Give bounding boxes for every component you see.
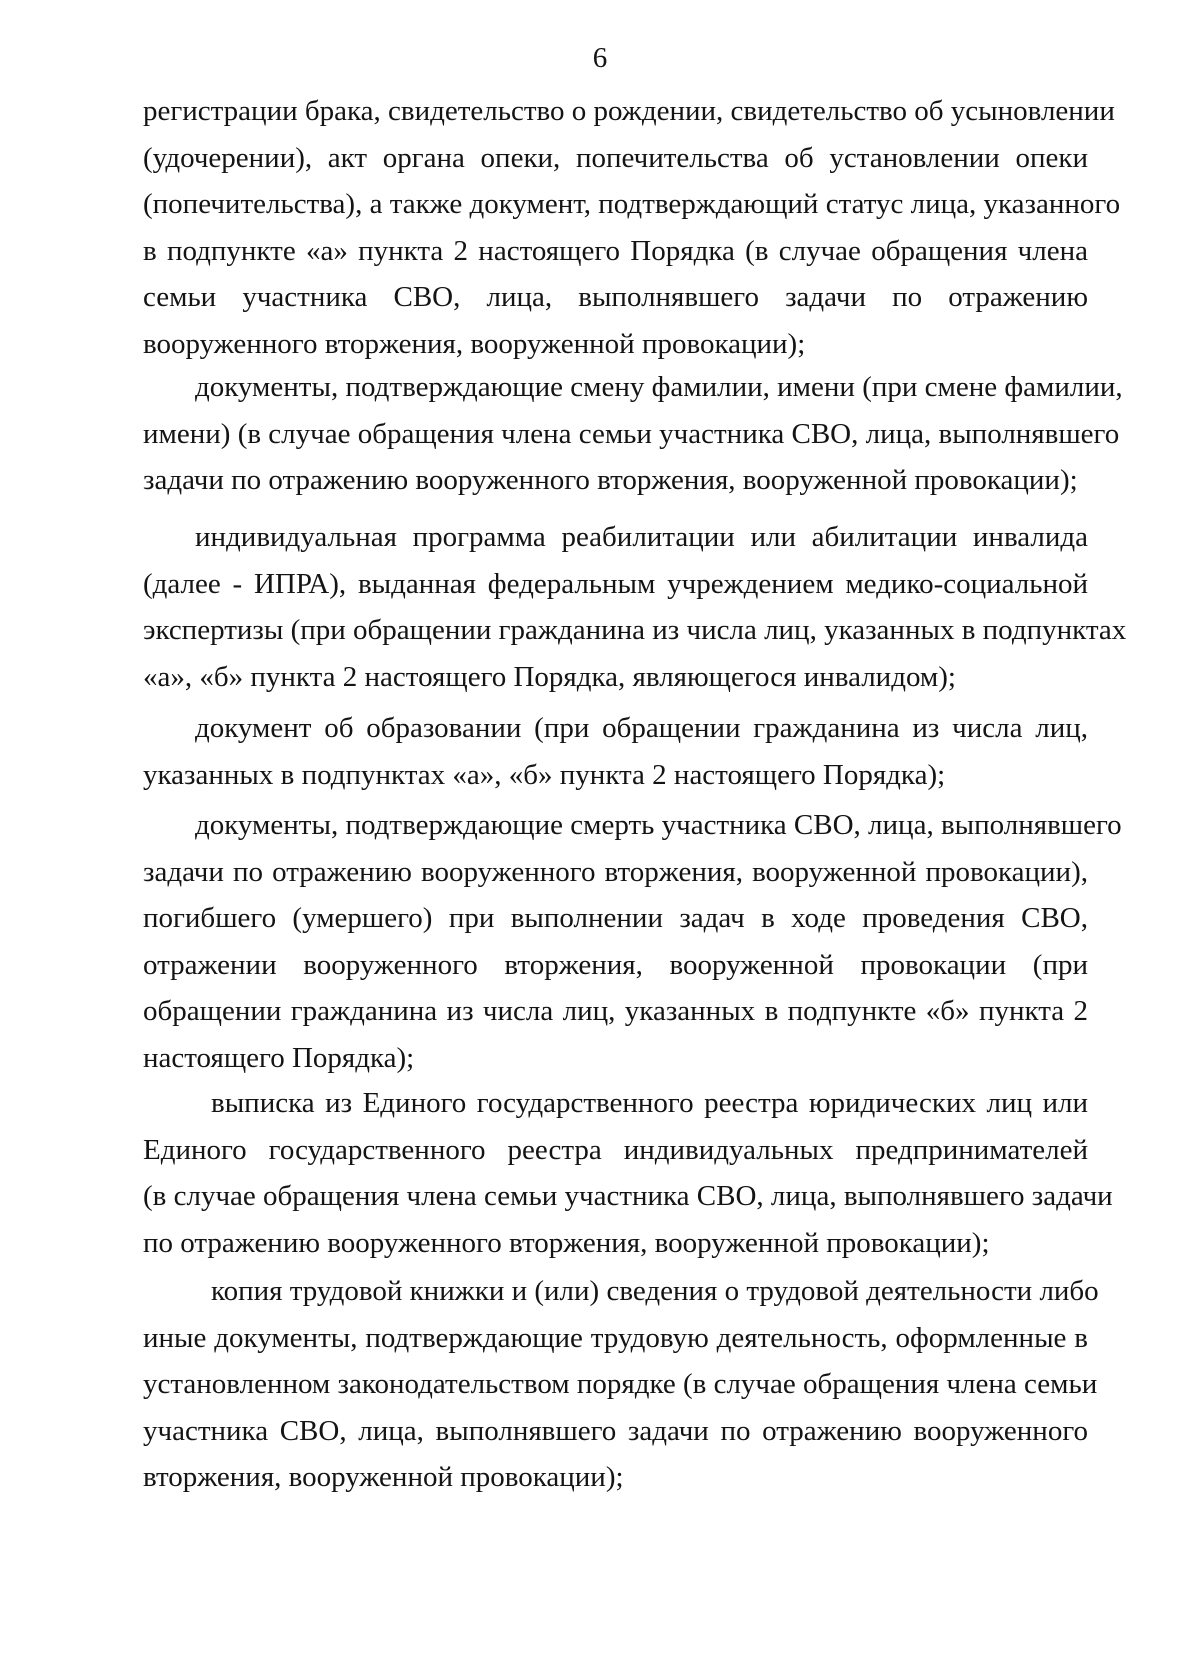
text-line: участника СВО, лица, выполнявшего задачи по отражению вооруженного [143, 1414, 1088, 1447]
text-line: имени) (в случае обращения члена семьи участника СВО, лица, выполнявшего [143, 417, 1120, 450]
paragraph-employment-record [143, 1268, 1099, 1501]
paragraph-registry-extract [143, 1080, 1113, 1266]
text-line: документ об образовании (при обращении гражданина из числа лиц, [195, 712, 1088, 744]
text-line: задачи по отражению вооруженного вторжения, вооруженной провокации); [143, 464, 1078, 496]
paragraph-name-change-documents [143, 364, 1123, 504]
text-line: «а», «б» пункта 2 настоящего Порядка, являющегося инвалидом); [143, 660, 956, 693]
text-line: вооруженного вторжения, вооруженной провокации); [143, 327, 806, 360]
text-line: копия трудовой книжки и (или) сведения о трудовой деятельности либо [211, 1275, 1099, 1307]
text-line: (попечительства), а также документ, подтверждающий статус лица, указанного [143, 188, 1121, 220]
text-line: задачи по отражению вооруженного вторжения, вооруженной провокации), [143, 855, 1088, 888]
text-line: экспертизы (при обращении гражданина из числа лиц, указанных в подпунктах [143, 614, 1127, 646]
paragraph-death-documents [143, 802, 1122, 1081]
paragraph-continuation [143, 88, 1121, 367]
text-line: документы, подтверждающие смену фамилии, имени (при смене фамилии, [195, 371, 1123, 403]
text-line: (далее - ИПРА), выданная федеральным учреждением медико-социальной [143, 567, 1088, 600]
text-line: Единого государственного реестра индивидуальных предпринимателей [143, 1133, 1088, 1166]
text-line: вторжения, вооруженной провокации); [143, 1461, 624, 1493]
paragraph-education-document [143, 705, 1088, 798]
text-line: по отражению вооруженного вторжения, вооруженной провокации); [143, 1226, 990, 1259]
text-line: указанных в подпунктах «а», «б» пункта 2 настоящего Порядка); [143, 758, 946, 791]
text-line: семьи участника СВО, лица, выполнявшего задачи по отражению [143, 281, 1088, 313]
text-line: погибшего (умершего) при выполнении задач в ходе проведения СВО, [143, 902, 1088, 934]
text-line: выписка из Единого государственного реестра юридических лиц или [211, 1087, 1088, 1119]
text-line: (удочерении), акт органа опеки, попечительства об установлении опеки [143, 141, 1088, 174]
text-line: настоящего Порядка); [143, 1041, 415, 1074]
text-line: обращении гражданина из числа лиц, указанных в подпункте «б» пункта 2 [143, 995, 1088, 1027]
text-line: индивидуальная программа реабилитации или абилитации инвалида [195, 521, 1088, 553]
text-line: отражении вооруженного вторжения, вооруженной провокации (при [143, 948, 1088, 981]
text-line: иные документы, подтверждающие трудовую деятельность, оформленные в [143, 1321, 1088, 1354]
text-line: (в случае обращения члена семьи участника СВО, лица, выполнявшего задачи [143, 1180, 1113, 1212]
text-line: в подпункте «а» пункта 2 настоящего Порядка (в случае обращения члена [143, 234, 1088, 267]
paragraph-ipra [143, 514, 1127, 700]
page-number: 6 [592, 42, 608, 74]
text-line: документы, подтверждающие смерть участника СВО, лица, выполнявшего [195, 809, 1122, 841]
text-line: установленном законодательством порядке (в случае обращения члена семьи [143, 1368, 1098, 1400]
text-line: регистрации брака, свидетельство о рождении, свидетельство об усыновлении [143, 95, 1115, 127]
